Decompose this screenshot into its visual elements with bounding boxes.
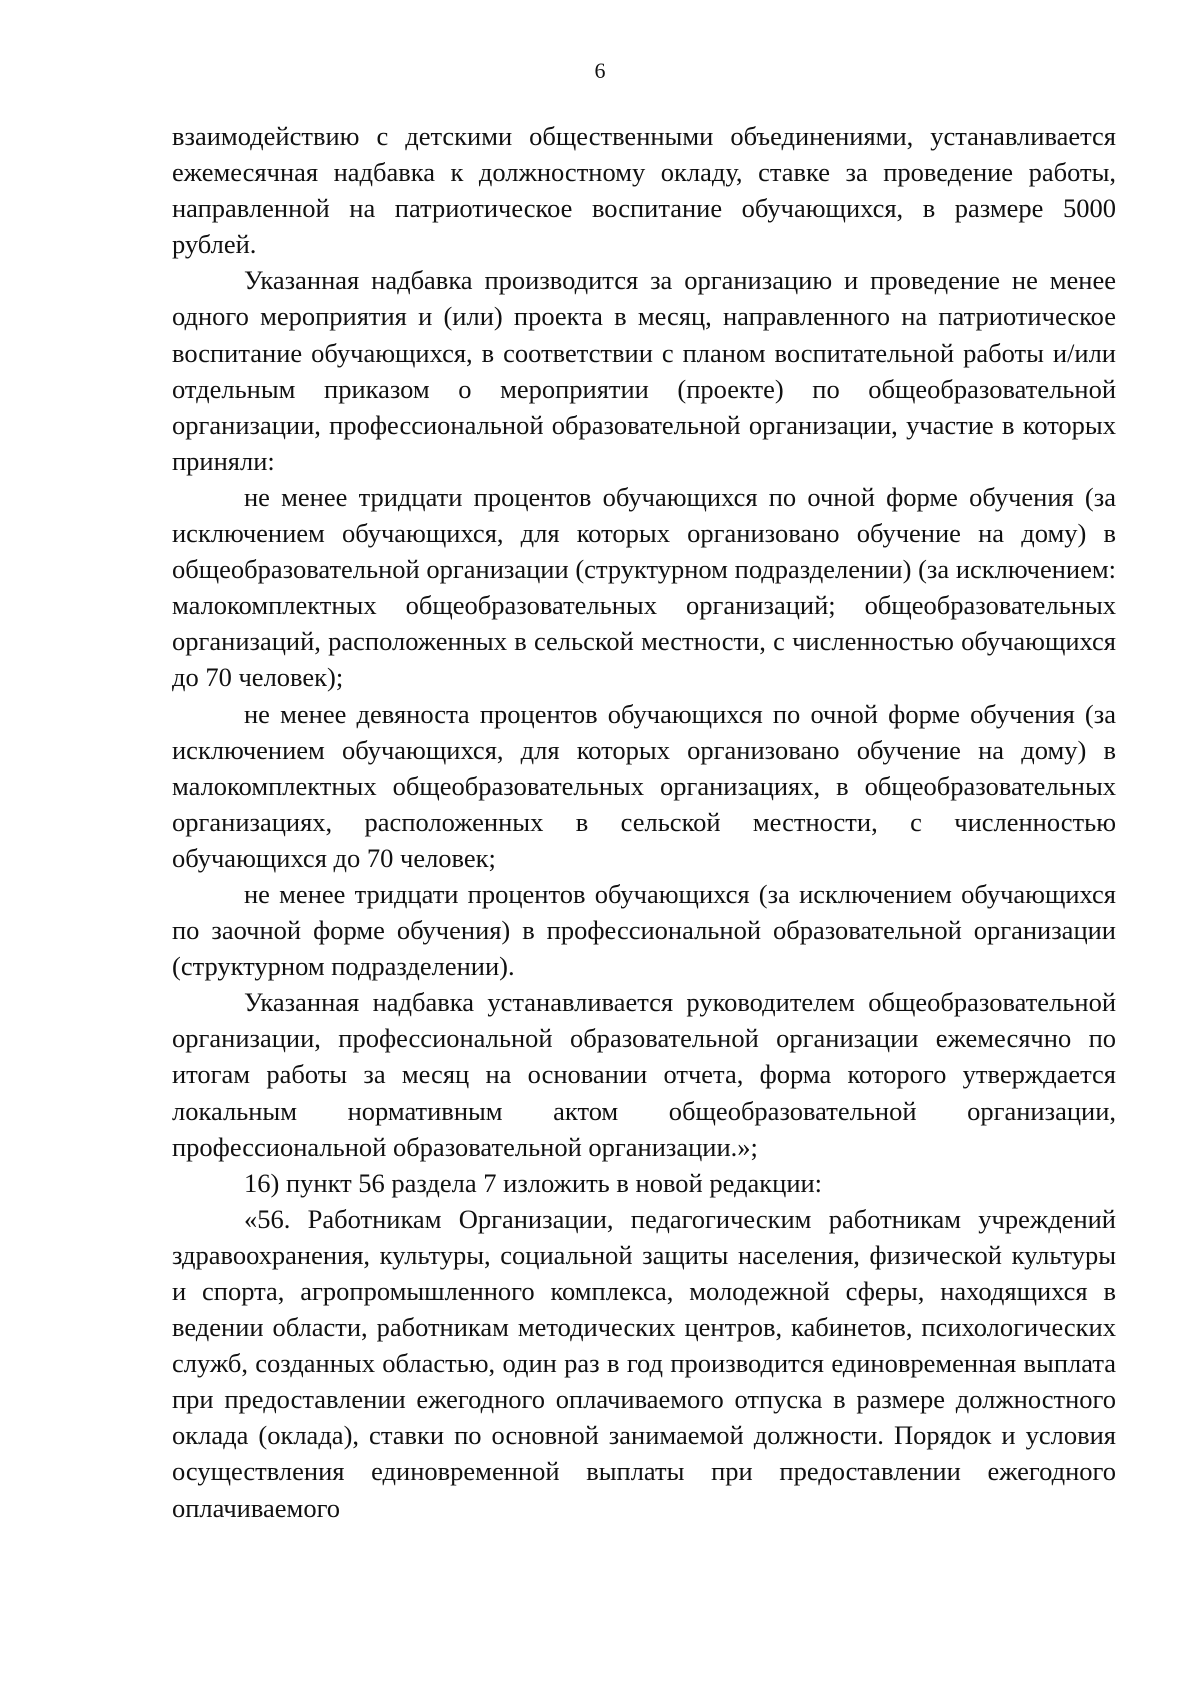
paragraph: взаимодействию с детскими общественными объединениями, устанавливается ежемесячная надбавка к должностному окладу, ставке за проведение работы, направленной на патриотическое воспитание обучающихся, в размере 5000 рублей. [172, 121, 1116, 260]
paragraph: «56. Работникам Организации, педагогическим работникам учреждений здравоохранения, культуры, социальной защиты населения, физической культуры и спорта, агропромышленного комплекса, молодежной сферы, находящихся в ведении области, работникам методических центров, кабинетов, психологических служб, созданных областью, один раз в год производится единовременная выплата при предоставлении ежегодного оплачиваемого отпуска в размере должностного оклада (оклада), ставки по основной занимаемой должности. Порядок и условия осуществления единовременной выплаты при предоставлении ежегодного оплачиваемого [172, 1203, 1116, 1523]
paragraph: Указанная надбавка устанавливается руководителем общеобразовательной организации, профессиональной образовательной организации ежемесячно по итогам работы за месяц на основании отчета, форма которого утверждается локальным нормативным актом общеобразовательной организации, профессиональной образовательной организации.»; [172, 987, 1116, 1162]
paragraph: не менее тридцати процентов обучающихся (за исключением обучающихся по заочной форме обучения) в профессиональной образовательной организации (структурном подразделении). [172, 878, 1116, 982]
paragraph: не менее тридцати процентов обучающихся по очной форме обучения (за исключением обучающихся, для которых организовано обучение на дому) в общеобразовательной организации (структурном подразделении) (за исключением: малокомплектных общеобразовательных организаций; общеобразовательных организаций, расположенных в сельской местности, с численностью обучающихся до 70 человек); [172, 481, 1116, 693]
page-number: 6 [594, 58, 606, 83]
paragraph: Указанная надбавка производится за организацию и проведение не менее одного мероприятия и (или) проекта в месяц, направленного на патриотическое воспитание обучающихся, в соответствии с планом воспитательной работы и/или отдельным приказом о мероприятии (проекте) по общеобразовательной организации, профессиональной образовательной организации, участие в которых приняли: [172, 265, 1116, 476]
paragraph: 16) пункт 56 раздела 7 изложить в новой редакции: [244, 1167, 823, 1198]
document-body [172, 118, 1116, 1526]
paragraph: не менее девяноста процентов обучающихся по очной форме обучения (за исключением обучающихся, для которых организовано обучение на дому) в малокомплектных общеобразовательных организациях, в общеобразовательных организациях, расположенных в сельской местности, с численностью обучающихся до 70 человек; [172, 698, 1116, 873]
